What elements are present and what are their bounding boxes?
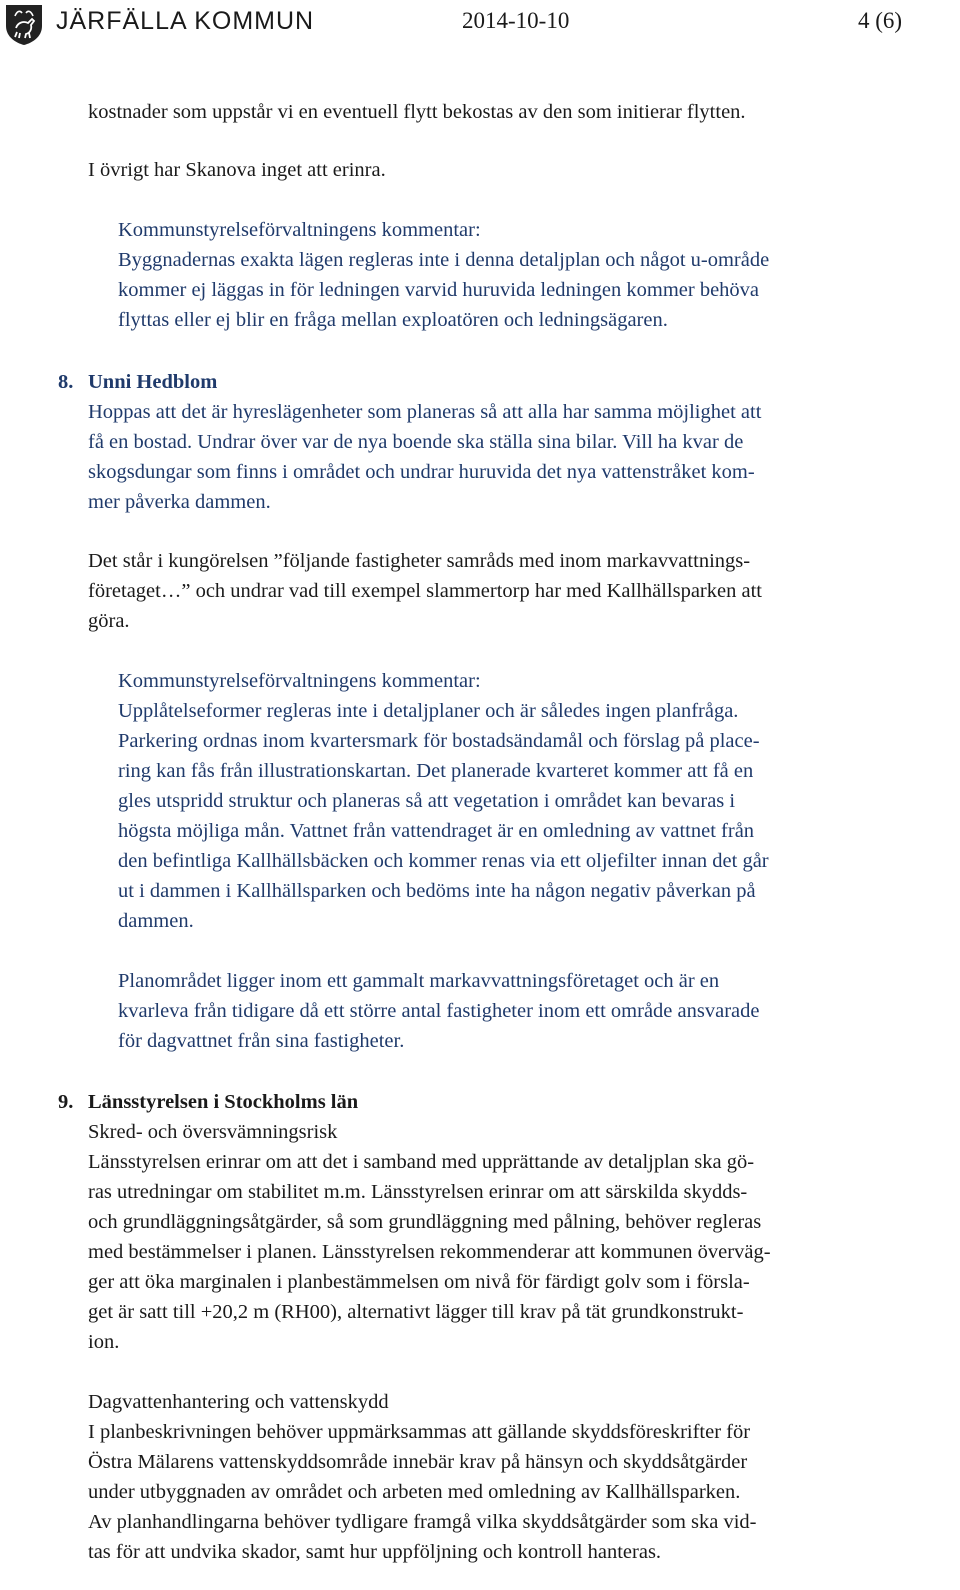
comment-line: för dagvattnet från sina fastigheter. [118,1030,405,1052]
comment-line: Byggnadernas exakta lägen regleras inte i denna detaljplan och något u-område [118,249,770,271]
section-number: 8. [58,371,74,393]
comment-line: Planområdet ligger inom ett gammalt markavvattningsföretaget och är en [118,970,720,992]
comment-line: flyttas eller ej blir en fråga mellan exploatören och ledningsägaren. [118,309,668,331]
section-line: företaget…” och undrar vad till exempel slammertorp har med Kallhällsparken att [88,580,762,602]
section-line: under utbyggnaden av området och arbeten med omledning av Kallhällsparken. [88,1481,741,1503]
comment-line: Parkering ordnas inom kvartersmark för bostadsändamål och förslag på place- [118,730,760,752]
section-line: Det står i kungörelsen ”följande fastigheter samråds med inom markavvattnings- [88,550,751,572]
document-date: 2014-10-10 [462,8,570,33]
subheading: Skred- och översvämningsrisk [88,1121,338,1143]
section-heading: Unni Hedblom [88,371,218,393]
section-line: Länsstyrelsen erinrar om att det i samband med upprättande av detaljplan ska gö- [88,1151,755,1173]
comment-line: kommer ej läggas in för ledningen varvid huruvida ledningen kommer behöva [118,279,760,301]
section-line: Av planhandlingarna behöver tydligare framgå vilka skyddsåtgärder som ska vid- [88,1511,757,1533]
comment-heading: Kommunstyrelseförvaltningens kommentar: [118,670,481,692]
section-line: I planbeskrivningen behöver uppmärksammas att gällande skyddsföreskrifter för [88,1421,751,1443]
section-line: med bestämmelser i planen. Länsstyrelsen rekommenderar att kommunen överväg- [88,1241,771,1263]
section-line: Östra Mälarens vattenskyddsområde innebär krav på hänsyn och skyddsåtgärder [88,1451,748,1473]
section-line: Hoppas att det är hyreslägenheter som planeras så att alla har samma möjlighet att [88,401,762,423]
section-heading: Länsstyrelsen i Stockholms län [88,1091,359,1113]
section-line: få en bostad. Undrar över var de nya boende ska ställa sina bilar. Vill ha kvar de [88,431,744,453]
comment-line: ring kan fås från illustrationskartan. Det planerade kvarteret kommer att få en [118,760,754,782]
section-line: mer påverka dammen. [88,491,271,513]
comment-line: den befintliga Kallhällsbäcken och kommer renas via ett oljefilter innan det går [118,850,769,872]
section-number: 9. [58,1091,74,1113]
comment-line: dammen. [118,910,194,932]
comment-line: gles utspridd struktur och planeras så att vegetation i området kan bevaras i [118,790,736,812]
municipal-coat-of-arms-icon [2,2,46,46]
section-line: tas för att undvika skador, samt hur uppföljning och kontroll hanteras. [88,1541,662,1563]
section-line: göra. [88,610,130,632]
subheading: Dagvattenhantering och vattenskydd [88,1391,389,1413]
section-line: ion. [88,1331,120,1353]
section-line: get är satt till +20,2 m (RH00), alternativt lägger till krav på tät grundkonstrukt- [88,1301,744,1323]
comment-line: ut i dammen i Kallhällsparken och bedöms inte ha någon negativ påverkan på [118,880,756,902]
section-line: ras utredningar om stabilitet m.m. Länsstyrelsen erinrar om att särskilda skydds- [88,1181,748,1203]
paragraph: kostnader som uppstår vi en eventuell flytt bekostas av den som initierar flytten. [88,101,746,123]
paragraph: I övrigt har Skanova inget att erinra. [88,159,386,181]
organization-name: JÄRFÄLLA KOMMUN [56,7,315,35]
comment-heading: Kommunstyrelseförvaltningens kommentar: [118,219,481,241]
comment-line: kvarleva från tidigare då ett större antal fastigheter inom ett område ansvarade [118,1000,760,1022]
section-line: ger att öka marginalen i planbestämmelsen om nivå för färdigt golv som i försla- [88,1271,750,1293]
comment-line: Upplåtelseformer regleras inte i detaljplaner och är således ingen planfråga. [118,700,739,722]
comment-line: högsta möjliga mån. Vattnet från vattendraget är en omledning av vattnet från [118,820,755,842]
section-line: skogsdungar som finns i området och undrar huruvida det nya vattenstråket kom- [88,461,755,483]
page-header [0,0,960,48]
section-line: och grundläggningsåtgärder, så som grundläggning med pålning, behöver regleras [88,1211,762,1233]
page-number: 4 (6) [858,8,903,33]
